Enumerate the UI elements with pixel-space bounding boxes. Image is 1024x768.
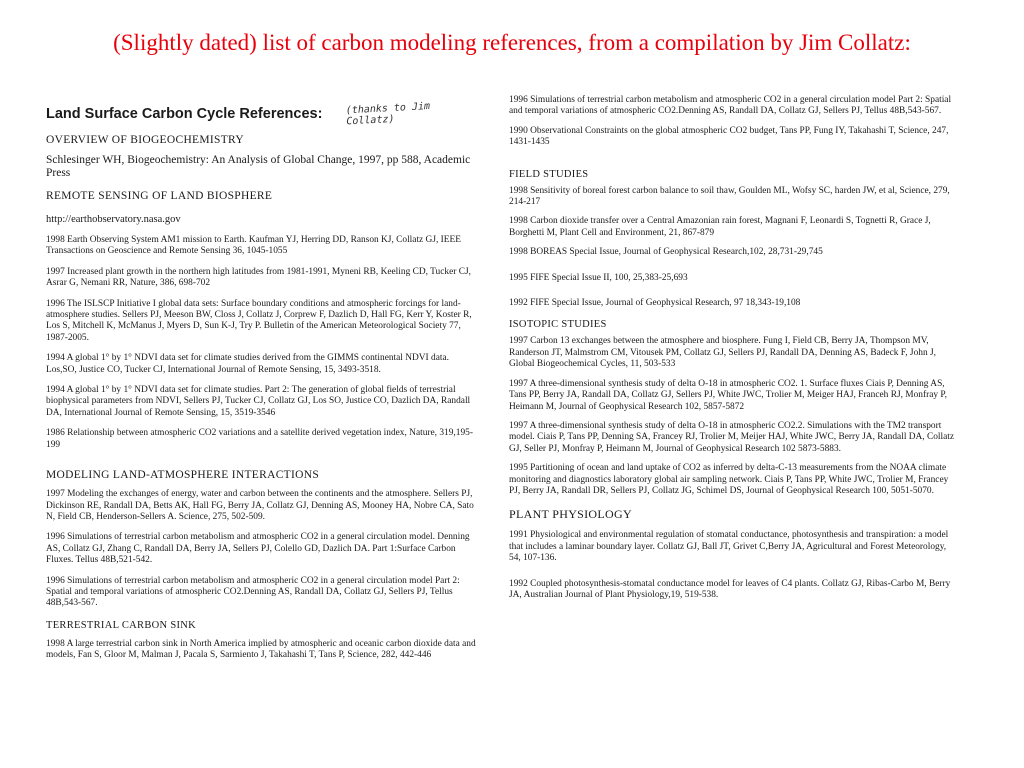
section-heading-carbon-sink: TERRESTRIAL CARBON SINK bbox=[46, 619, 197, 631]
section-heading-remote-sensing: REMOTE SENSING OF LAND BIOSPHERE bbox=[46, 190, 273, 202]
left-column bbox=[46, 92, 476, 671]
reference-item: 1997 Increased plant growth in the northern high latitudes from 1981-1991, Myneni RB, Keeling CD, Tucker CJ, Asrar G, Nemani RR, Nature, 386, 698-702 bbox=[46, 266, 471, 289]
reference-item: 1996 The ISLSCP Initiative I global data sets: Surface boundary conditions and atmospheric forcings for land-atmosphere studies. Sellers PJ, Meeson BW, Closs J, Collatz J, Corprew F, Dazlich D, Hall FG, Kerr Y, Koster R, Los S, Mitchell K, McManus J, Myers D, Sun K-J, Try P. Bulletin of the American Meteorological Society 77, 1987-2005. bbox=[46, 298, 472, 343]
reference-item: 1986 Relationship between atmospheric CO2 variations and a satellite derived vegetation index, Nature, 319,195-199 bbox=[46, 428, 473, 450]
reference-item: 1998 Earth Observing System AM1 mission to Earth. Kaufman YJ, Herring DD, Ranson KJ, Collatz GJ, IEEE Transactions on Geoscience and Remote Sensing 36, 1045-1055 bbox=[46, 235, 461, 257]
reference-url: http://earthobservatory.nasa.gov bbox=[46, 214, 181, 225]
reference-item: 1996 Simulations of terrestrial carbon metabolism and atmospheric CO2 in a general circulation model Part 2: Spatial and temporal variations of atmospheric CO2.Denning AS, Randall DA, Collatz GJ, Sellers PJ, Tellus 48B,543-567. bbox=[46, 575, 460, 609]
reference-item: 1997 Carbon 13 exchanges between the atmosphere and biosphere. Fung I, Field CB, Berry JA, Thompson MV, Randerson JT, Malmstrom CM, Vitousek PM, Collatz GJ, Sellers PJ, Randall DA, Denning AS, Badeck F, John J, Global Biogeochemical Cycles, 11, 503-533 bbox=[509, 336, 936, 370]
reference-item: 1998 Sensitivity of boreal forest carbon balance to soil thaw, Goulden ML, Wofsy SC, harden JW, et al, Science, 279, 214-217 bbox=[509, 185, 950, 208]
reference-item: 1991 Physiological and environmental regulation of stomatal conductance, photosynthesis and transpiration: a model that includes a laminar boundary layer. Collatz GJ, Ball JT, Grivet C,Berry JA, Agricultural and Forest Meteorology, 54, 107-136. bbox=[509, 530, 949, 564]
reference-item: 1997 A three-dimensional synthesis study of delta O-18 in atmospheric CO2.2. Simulations with the TM2 transport model. Ciais P, Tans PP, Denning SA, Francey RJ, Trolier M, Meijer HAJ, White JWC, Berry JA, Randall DA, Collatz GJ, Seller PJ, Monfray P, Heimann M, Journal of Geophysical Research 102 5873-5883. bbox=[509, 420, 955, 454]
section-heading-modeling: MODELING LAND-ATMOSPHERE INTERACTIONS bbox=[46, 469, 320, 482]
section-heading-plant-physiology: PLANT PHYSIOLOGY bbox=[509, 507, 632, 522]
reference-item: 1990 Observational Constraints on the global atmospheric CO2 budget, Tans PP, Fung IY, Takahashi T, Science, 247, 1431-1435 bbox=[509, 125, 949, 148]
reference-item: 1998 Carbon dioxide transfer over a Central Amazonian rain forest, Magnani F, Leonardi S, Tognetti R, Grace J, Borghetti M, Plant Cell and Environment, 21, 867-879 bbox=[509, 216, 931, 238]
slide-title: (Slightly dated) list of carbon modeling references, from a compilation by Jim Collatz: bbox=[113, 30, 911, 55]
reference-item: 1992 FIFE Special Issue, Journal of Geophysical Research, 97 18,343-19,108 bbox=[509, 298, 801, 309]
reference-item: 1998 BOREAS Special Issue, Journal of Geophysical Research,102, 28,731-29,745 bbox=[509, 247, 823, 258]
reference-item: 1996 Simulations of terrestrial carbon metabolism and atmospheric CO2 in a general circulation model. Denning AS, Collatz GJ, Zhang C, Randall DA, Berry JA, Sellers PJ, Colello GD, Dazlich DA. Part 1:Surface Carbon Fluxes. Tellus 48B,521-542. bbox=[46, 532, 470, 566]
handwritten-note: (thanks to Jim Collatz) bbox=[345, 101, 431, 128]
reference-item: 1998 A large terrestrial carbon sink in North America implied by atmospheric and oceanic carbon dioxide data and models, Fan S, Gloor M, Malman J, Pacala S, Sarmiento J, Takahashi T, Tans P, Science, 282, 442-446 bbox=[46, 638, 476, 661]
right-column bbox=[509, 95, 959, 609]
reference-item: 1992 Coupled photosynthesis-stomatal conductance model for leaves of C4 plants. Collatz GJ, Ribas-Carbo M, Berry JA, Australian Journal of Plant Physiology,19, 519-538. bbox=[509, 578, 951, 600]
reference-item: 1997 A three-dimensional synthesis study of delta O-18 in atmospheric CO2. 1. Surface fluxes Ciais P, Denning AS, Tans PP, Berry JA, Randall DA, Collatz GJ, Sellers PJ, White JWC, Trolier M, Meiger HAJ, Franceh RJ, Monfray P, Heimann M, Journal of Geophysical Research 102, 5857-5872 bbox=[509, 378, 947, 412]
document-title-text: Land Surface Carbon Cycle References: bbox=[46, 106, 323, 122]
section-heading-isotopic-studies: ISOTOPIC STUDIES bbox=[509, 319, 607, 331]
document-title bbox=[46, 101, 476, 128]
reference-item: 1995 Partitioning of ocean and land uptake of CO2 as inferred by delta-C-13 measurements from the NOAA climate monitoring and diagnostics laboratory global air sampling network. Ciais P, Tans PP, White JWC, Trolier M, Francey PJ, Berry JA, Randall DR, Sellers PJ, Collatz JG, Schimel DS, Journal of Geophysical Research 100, 5051-5070. bbox=[509, 463, 949, 496]
section-heading-overview: OVERVIEW OF BIOGEOCHEMISTRY bbox=[46, 134, 244, 146]
reference-item: 1996 Simulations of terrestrial carbon metabolism and atmospheric CO2 in a general circulation model Part 2: Spatial and temporal variations of atmospheric CO2.Denning AS, Randall DA, Collatz GJ, Sellers PJ, Tellus 48B,543-567. bbox=[509, 95, 952, 117]
reference-item: 1997 Modeling the exchanges of energy, water and carbon between the continents and the atmosphere. Sellers PJ, Dickinson RE, Randall DA, Betts AK, Hall FG, Berry JA, Collatz GJ, Denning AS, Mooney HA, Nobre CA, Sato N, Field CB, Henderson-Sellers A. Science, 275, 502-509. bbox=[46, 489, 474, 522]
reference-item: 1995 FIFE Special Issue II, 100, 25,383-25,693 bbox=[509, 272, 688, 283]
reference-item: 1994 A global 1° by 1° NDVI data set for climate studies. Part 2: The generation of global fields of terrestrial biophysical parameters from NDVI, Sellers PJ, Tucker CJ, Collatz GJ, Los SO, Justice CO, Dazlich DA, Randall DA, International Journal of Remote Sensing, 15, 3519-3546 bbox=[46, 385, 471, 418]
reference-item: 1994 A global 1° by 1° NDVI data set for climate studies derived from the GIMMS continental NDVI data. Los,SO, Justice CO, Tucker CJ, International Journal of Remote Sensing, 15, 3493-3518. bbox=[46, 353, 449, 375]
section-heading-field-studies: FIELD STUDIES bbox=[509, 168, 589, 180]
reference-item: Schlesinger WH, Biogeochemistry: An Analysis of Global Change, 1997, pp 588, Academic Press bbox=[46, 154, 471, 179]
